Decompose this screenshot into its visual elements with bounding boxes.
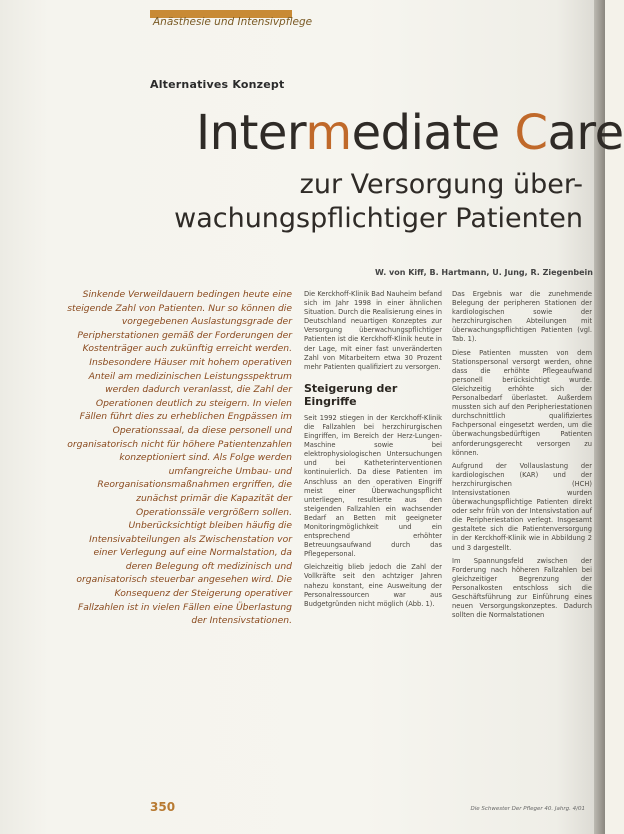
title-highlight-letter: m	[305, 105, 352, 161]
article-title	[196, 106, 624, 160]
title-highlight-letter: C	[514, 105, 548, 161]
title-part: ediate	[351, 105, 515, 161]
paragraph: Die Kerckhoff-Klinik Bad Nauheim befand sich im Jahr 1998 in einer ähnlichen Situation. Durch die Realisierung eines in Deutschland neuartigen Konzeptes zur Versorgung überwachungspflichtiger Patienten ist die Kerckhoff-Klinik heute in der Lage, mit einer fast unveränderten Zahl von Mitarbeitern etwa 30 Prozent mehr Patienten qualifiziert zu versorgen.	[304, 290, 442, 371]
section-heading: Steigerung der Eingriffe	[304, 381, 398, 408]
paragraph: Seit 1992 stiegen in der Kerckhoff-Klinik die Fallzahlen bei herzchirurgischen Eingriffen, im Bereich der Herz-Lungen-Maschine sowie bei elektrophysiologischen Untersuchungen und bei Katheterinterventionen kontinuierlich. Da diese Patienten im Anschluss an den operativen Eingriff meist einer Überwachungspflicht unterliegen, resultierte aus den steigenden Fallzahlen ein wachsender Bedarf an Betten mit geeigneter Monitoringmöglichkeit und ein entsprechend erhöhter Betreuungsaufwand durch das Pflegepersonal.	[304, 413, 442, 559]
title-part: are	[547, 105, 624, 161]
author-line: W. von Kiff, B. Hartmann, U. Jung, R. Ziegenbein	[375, 268, 593, 277]
paragraph: Gleichzeitig blieb jedoch die Zahl der Vollkräfte seit den achtziger Jahren nahezu konstant, eine Ausweitung der Personalressourcen war aus Budgetgründen nicht möglich (Abb. 1).	[304, 563, 442, 608]
journal-footer: Die Schwester Der Pfleger 40. Jahrg. 4/01	[470, 806, 585, 812]
subtitle-line-2: wachungspflichtiger Patienten	[174, 203, 583, 234]
body-column-2	[304, 290, 442, 613]
paragraph: Das Ergebnis war die zunehmende Belegung der peripheren Stationen der kardiologischen sowie der herzchirurgischen Abteilungen mit überwachungspflichtigen Patienten (vgl. Tab. 1).	[452, 290, 592, 344]
page-number: 350	[150, 800, 176, 814]
article-subtitle	[174, 168, 583, 236]
subtitle-line-1: zur Versorgung über-	[299, 169, 583, 200]
section-label: Anästhesie und Intensivpflege	[153, 16, 313, 28]
paragraph: Im Spannungsfeld zwischen der Forderung nach höheren Fallzahlen bei gleichzeitiger Begrenzung der Personalkosten entschloss sich die Geschäftsführung zur Einführung eines neuen Versorgungskonzeptes. Dadurch sollten die Normalstationen	[452, 556, 592, 620]
title-part: Inter	[196, 105, 306, 161]
paragraph: Aufgrund der Vollauslastung der kardiologischen (KAR) und der herzchirurgischen (HCH) Intensivstationen wurden überwachungspflichtige Patienten direkt oder sehr früh von der Intensivstation auf die Peripheriestation verlegt. Insgesamt gestaltete sich die Patientenversorgung in der Kerckhoff-Klinik wie in Abbildung 2 und 3 dargestellt.	[452, 461, 592, 552]
body-column-3	[452, 290, 592, 624]
paragraph: Diese Patienten mussten von dem Stationspersonal versorgt werden, ohne dass die erhöhte Pflegeaufwand personell berücksichtigt wurde. Gleichzeitig erhöhte sich der Personalbedarf überlastet. Außerdem mussten sich auf den Peripheriestationen durchschnittlich qualifiziertes Fachpersonal eingesetzt werden, um die überwachungsbedürftigen Patienten anforderungsgerecht versorgen zu können.	[452, 348, 592, 457]
article-abstract: Sinkende Verweildauern bedingen heute eine steigende Zahl von Patienten. Nur so können die vorgegebenen Auslastungsgrade der Peripherstationen gemäß der Forderungen der Kostenträger auch zukünftig erreicht werden. Insbesondere Häuser mit hohem operativen Anteil am medizinischen Leistungsspektrum werden dadurch veranlasst, die Zahl der Operationen deutlich zu steigern. In vielen Fällen führt dies zu erheblichen Engpässen im Operationssaal, da diese personell und organisatorisch nicht für höhere Patientenzahlen konzeptioniert sind. Als Folge werden umfangreiche Umbau- und Reorganisationsmaßnahmen ergriffen, die zunächst primär die Kapazität der Operationssäle vergrößern sollen. Unberücksichtigt bleiben häufig die Intensivabteilungen als Zwischenstation vor einer Verlegung auf eine Normalstation, da deren Belegung oft medizinisch und organisatorisch steuerbar angesehen wird. Die Konsequenz der Steigerung operativer Fallzahlen ist in vielen Fällen eine Überlastung der Intensivstationen.	[67, 289, 292, 627]
article-kicker: Alternatives Konzept	[150, 78, 285, 91]
